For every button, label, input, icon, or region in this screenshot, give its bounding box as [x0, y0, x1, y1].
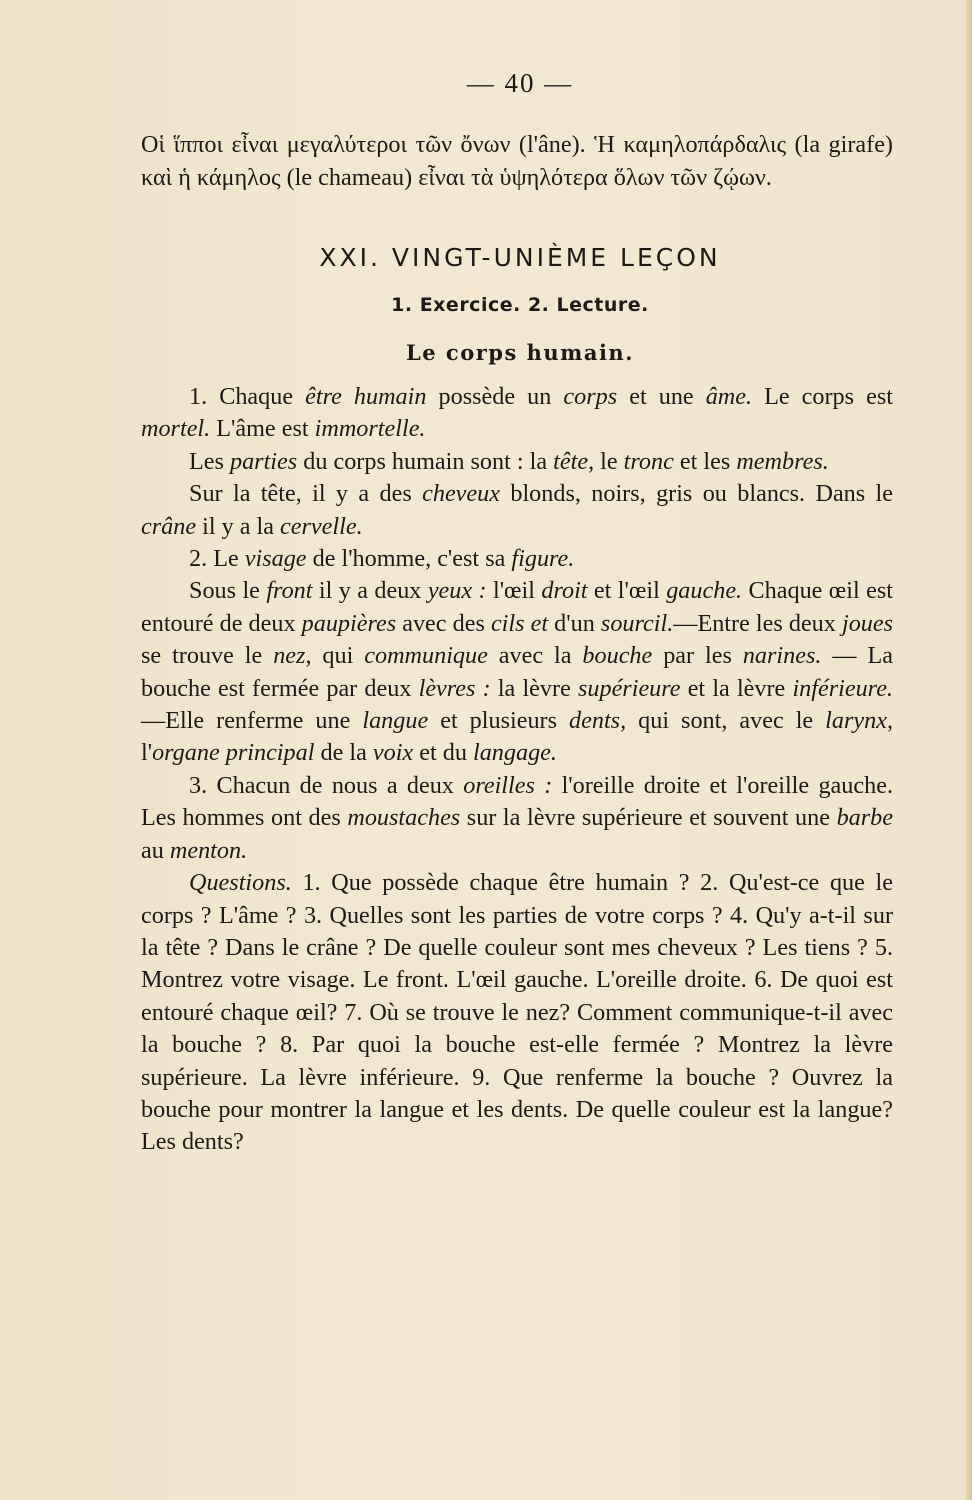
vocabulary-term: bouche — [582, 642, 653, 670]
text-run: et l'œil — [587, 577, 667, 605]
vocabulary-term: inférieure. — [792, 674, 893, 702]
vocabulary-term: cervelle. — [280, 512, 363, 540]
text-run: , le — [588, 447, 624, 475]
vocabulary-term: immortelle. — [314, 415, 426, 443]
lesson-subheading: 1. Exercice. 2. Lecture. — [391, 294, 649, 316]
lesson-heading: XXI. VINGT-UNIÈME LEÇON — [319, 243, 721, 272]
text-run: avec des — [396, 609, 491, 637]
section-title: Le corps humain. — [405, 340, 635, 365]
vocabulary-term: corps — [563, 383, 618, 410]
text-run: l'oreille droite et l'oreille gauche. Les hommes ont des — [141, 771, 893, 832]
vocabulary-term: cheveux — [422, 480, 500, 508]
text-run: de la — [314, 739, 373, 767]
text-run: sur la lèvre supérieure et souvent une — [460, 804, 837, 832]
vocabulary-term: voix — [372, 739, 414, 767]
vocabulary-term: communique — [364, 642, 488, 670]
vocabulary-term: cils — [490, 609, 525, 637]
vocabulary-term: yeux : — [427, 577, 487, 605]
vocabulary-term: larynx, — [825, 707, 894, 735]
text-run: 3. Chacun de nous a deux — [189, 771, 464, 799]
vocabulary-term: être humain — [305, 383, 427, 410]
greek-intro: Οἱ ἵπποι εἶναι μεγαλύτεροι τῶν ὄνων (l'âne). Ἡ καμηλοπάρδαλις (la girafe) καὶ ἡ κάμηλος (le chameau) εἶναι τὰ ὑψηλότερα ὅλων τῶν ζῴων. — [141, 131, 893, 191]
lesson-body — [141, 381, 893, 1159]
vocabulary-term: organe principal — [152, 739, 315, 767]
vocabulary-term: droit — [541, 577, 588, 605]
text-run: la lèvre — [490, 674, 578, 702]
text-run: il y a deux — [312, 577, 428, 605]
vocabulary-term: joues — [841, 609, 894, 637]
text-run: et une — [617, 383, 706, 410]
text-run: il y a la — [196, 512, 281, 540]
vocabulary-term: parties — [229, 447, 298, 475]
text-run: Sous le — [189, 577, 267, 605]
text-run: et la lèvre — [680, 674, 793, 702]
text-run: —Elle renferme une — [141, 707, 363, 735]
text-run: possède un — [426, 383, 564, 410]
vocabulary-term: menton. — [169, 836, 248, 864]
text-run: et les — [673, 447, 737, 475]
lesson-paragraph — [141, 381, 893, 446]
lesson-paragraph — [141, 770, 893, 867]
vocabulary-term: tronc — [623, 447, 674, 475]
lesson-paragraph — [141, 446, 893, 478]
text-run: l'œil — [486, 577, 542, 605]
lesson-paragraph — [141, 575, 893, 769]
text-run: Sur la tête, il y a des — [189, 480, 423, 508]
text-run: et plusieurs — [428, 707, 570, 735]
vocabulary-term: et — [530, 609, 549, 637]
text-run: du corps humain sont : la — [297, 447, 554, 475]
vocabulary-term: langage. — [472, 739, 557, 767]
text-run: 2. Le — [189, 545, 245, 573]
vocabulary-term: langue — [362, 707, 429, 735]
vocabulary-term: âme. — [705, 383, 753, 410]
vocabulary-term: moustaches — [347, 804, 461, 832]
text-run: Chaque œil est entouré de deux — [141, 577, 893, 637]
vocabulary-term: lèvres : — [418, 674, 491, 702]
vocabulary-term: supérieure — [577, 674, 681, 702]
vocabulary-term: membres. — [736, 447, 829, 475]
text-run: et du — [413, 739, 473, 767]
text-run: 1. Chaque — [189, 383, 306, 410]
text-run: au — [141, 836, 170, 864]
vocabulary-term: mortel. — [141, 415, 211, 443]
vocabulary-term: visage — [244, 545, 307, 573]
text-run: par les — [652, 642, 743, 670]
vocabulary-term: dents, — [569, 707, 627, 735]
vocabulary-term: oreilles : — [463, 771, 553, 799]
vocabulary-term: sourcil. — [600, 609, 674, 637]
text-run: , qui — [305, 642, 365, 670]
text-run: 1. Que possède chaque être humain ? 2. Qu'est-ce que le corps ? L'âme ? 3. Quelles sont les parties de votre corps ? 4. Qu'y a-t-il sur la tête ? Dans le crâne ? De quelle couleur sont mes cheveux ? Les tiens ? 5. Montrez votre visage. Le front. L'œil gauche. L'oreille droite. 6. De quoi est entouré chaque œil? 7. Où se trouve le nez? Comment communique-t-il avec la bouche ? 8. Par quoi la bouche est-elle fermée ? Montrez la lèvre supérieure. La lèvre inférieure. 9. Que renferme la bouche ? Ouvrez la bouche pour montrer la langue et les dents. De quelle couleur est la langue? Les dents? — [141, 869, 893, 1156]
vocabulary-term: narines. — [742, 642, 822, 670]
vocabulary-term: figure. — [511, 545, 575, 573]
page-edge — [966, 0, 972, 1500]
text-run: l' — [141, 739, 153, 767]
vocabulary-term: front — [266, 577, 313, 605]
vocabulary-term: Questions. — [189, 869, 292, 897]
text-run: Les — [189, 447, 230, 475]
text-run: avec la — [487, 642, 583, 670]
vocabulary-term: tête — [553, 447, 589, 475]
vocabulary-term: nez — [273, 642, 306, 670]
lesson-paragraph — [141, 478, 893, 543]
vocabulary-term: paupières — [301, 609, 397, 637]
vocabulary-term: crâne — [141, 512, 197, 540]
text-run: Le corps est — [752, 383, 893, 410]
vocabulary-term: gauche. — [666, 577, 743, 605]
text-run: blonds, noirs, gris ou blancs. Dans le — [499, 480, 894, 508]
text-run: —Entre les deux — [673, 609, 842, 637]
text-run: d'un — [548, 609, 601, 637]
questions-paragraph — [141, 867, 893, 1159]
page-number: — 40 — — [466, 68, 574, 98]
text-run: qui sont, avec le — [626, 707, 826, 735]
text-run: se trouve le — [141, 642, 274, 670]
text-run: L'âme est — [210, 415, 315, 443]
text-run: — La bouche est fermée par deux — [141, 642, 893, 702]
text-run: de l'homme, c'est sa — [306, 545, 512, 573]
lesson-paragraph — [141, 543, 893, 575]
vocabulary-term: barbe — [836, 804, 893, 832]
